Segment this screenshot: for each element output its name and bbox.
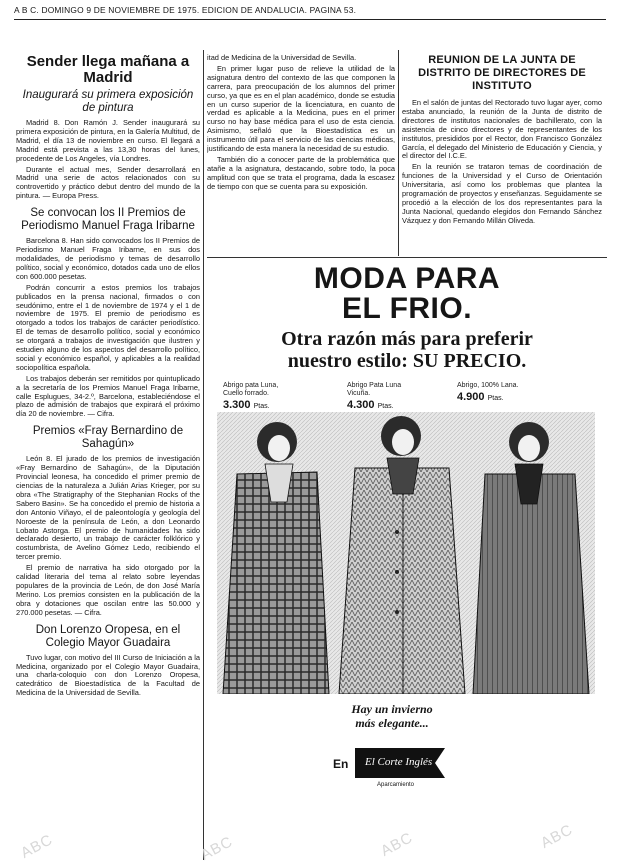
column-middle	[207, 54, 395, 254]
article-fraga-paragraph: Podrán concurrir a estos premios los trabajos publicados en la prensa nacional, firmados o con seudónimo, entre el 1 de noviembre de 1974 y el 1 de noviembre de 1975. El premio de periodismo es otorgado a todos los trabajos de carácter periodístico. El de temas de desarrollo político, social y económico se otorgará a trabajos de investigación que ilustren y estudien alguno de los aspectos del desarrollo político, social y económico español, y aplicables a la realidad sociopolítica española.	[16, 282, 200, 372]
price-amount: 3.300 Ptas.	[223, 399, 270, 411]
price-item	[457, 382, 519, 403]
article-sender-paragraph: Madrid 8. Don Ramón J. Sender inaugurará su primera exposición de pintura, en la Galería Multitud, de Madrid, el día 13 de noviembre en curso. El llegará a Madrid está prevista a las 13,30 horas del lunes, procedente de Los Angeles, vía Londres.	[16, 118, 200, 163]
continuation-paragraph: También dio a conocer parte de la problemática que atañe a la asignatura, destacando, sobre todo, la poca amplitud con que se trata el programa, dada la escasez de tiempo con que se cuenta para su exposición.	[207, 154, 395, 191]
article-oropesa-paragraph: Tuvo lugar, con motivo del III Curso de Iniciación a la Medicina, organizado por el Colegio Mayor Guadaira, una charla-coloquio con don Lorenzo Oropesa, catedrático de Bioestadística de la Facultad de Medicina de la Universidad de Sevilla.	[16, 652, 200, 698]
promo-line: más elegante...	[355, 716, 429, 730]
promo-box	[317, 702, 467, 822]
price-list	[207, 382, 607, 416]
column-left	[16, 54, 200, 860]
promo-line: Hay un invierno	[351, 702, 433, 716]
article-sender-paragraph: Durante el actual mes, Sender desarrollará en Madrid una serie de actos relacionados con su controvertido y práctico debut dentro del mundo de la pintura. — Europa Press.	[16, 164, 200, 201]
article-sahagun-paragraph: León 8. El jurado de los premios de investigación «Fray Bernardino de Sahagún», de la Diputación Provincial leonesa, ha concedido el primer premio de ciencias de la naturaleza a Julián Arias Krieger, por su obra «The Stratigraphy of the Stephanian Rocks of the Sabero Basin». Se ha concedido el premio de historia a don Antonio Viñayo, el de paleontología y geología del Noroeste de la península de León, a don Leonardo Lobato Astorga. El premio de humanidades ha sido declarado desierto, un trabajo de carácter folklórico y costumbrista, de Avelino Gómez Ledo, recibiendo el tercer premio.	[16, 454, 200, 562]
article-oropesa-title: Don Lorenzo Oropesa, en el Colegio Mayor Guadaira	[35, 623, 181, 649]
column-divider	[398, 50, 399, 256]
article-sahagun-paragraph: El premio de narrativa ha sido otorgado por la calidad literaria del tema al relato sobre leyendas populares de la provincia de León, de don José María Merino. Los premios consisten en la publicación de la obra y dotaciones que oscilan entre las 50.000 y 270.000 pesetas. — Cifra.	[16, 563, 200, 617]
continuation-paragraph: itad de Medicina de la Universidad de Sevilla.	[207, 54, 357, 62]
article-sahagun-title: Premios «Fray Bernardino de Sahagún»	[32, 425, 184, 451]
store-caption: Aparcamiento	[377, 782, 415, 788]
watermark: ABC	[17, 831, 56, 862]
price-amount: 4.900 Ptas.	[457, 391, 504, 403]
price-amount: 4.300 Ptas.	[347, 399, 394, 411]
article-sender-title: Sender llega mañana a Madrid	[26, 54, 190, 86]
watermark: ABC	[197, 833, 236, 864]
header-rule	[14, 19, 606, 20]
price-item	[347, 382, 401, 411]
article-junta-paragraph: En la reunión se trataron temas de coordinación de funciones de la Universidad y el Curso de Orientación Universitaria, así como los problemas que plantea la programación de proyectos y enseñanzas. Seguidamente se procedió a la elección de los dos representantes para la Junta Nacional, quedando elegidos don Fernando Sánchez Vázquez y don Fernando Millán Oliveda.	[402, 162, 602, 225]
article-junta-paragraph: En el salón de juntas del Rectorado tuvo lugar ayer, como estaba anunciado, la reunión de la Junta de distrito de directores de institutos nacionales de bachillerato, con la asistencia de cinco directores y de representantes de los institutos, presididos por el Rector, don Francisco González García, el delegado del Ministerio de Educación y Ciencia, y el director del I.C.E.	[402, 98, 602, 161]
column-right	[402, 54, 602, 254]
price-description: Vicuña.	[347, 390, 371, 397]
ad-top-rule	[207, 257, 607, 258]
store-name: El Corte Inglés	[365, 756, 433, 768]
price-description: Cuello forrado.	[223, 390, 269, 397]
advertisement	[207, 262, 607, 864]
ad-subtitle: nuestro estilo: SU PRECIO.	[287, 350, 527, 372]
continuation-paragraph: En primer lugar puso de relieve la utilidad de la asignatura dentro del contexto de las que componen la carrera, para preocupación de los alumnos del primer curso, ya que es en el plan académico, donde se estudia en un curso superior de la licenciatura, en cuanto de verdad es aplicable a la Medicina, pues en el primer curso no hay base médica para el uso de esta ciencia. Asimismo, señaló que la Bioestadística es un instrumento útil para el servicio de las ciencias médicas, justificando de esta manera la necesidad de su estudio.	[207, 63, 395, 154]
price-description: Abrigo Pata Luna	[347, 382, 402, 389]
price-item	[223, 382, 278, 411]
article-fraga-paragraph: Los trabajos deberán ser remitidos por quintuplicado a la secretaría de los Premios Manuel Fraga Iribarne, calle Esplugues, 34-2.º, Barcelona, estableciéndose el plazo de admisión de trabajos que expirará el próximo día 20 de noviembre. — Cifra.	[16, 373, 200, 419]
article-fraga-paragraph: Barcelona 8. Han sido convocados los II Premios de Periodismo Manuel Fraga Iribarne, en sus dos modalidades, de periodismo y temas de desarrollo político, social y económico, dotados cada uno de ellos con 600.000 pesetas.	[16, 236, 200, 281]
watermark: ABC	[537, 821, 576, 852]
ad-subtitle: Otra razón más para preferir	[281, 328, 533, 350]
article-sender-subtitle: Inaugurará su primera exposición de pintura	[22, 89, 194, 114]
page-header: A B C. DOMINGO 9 DE NOVIEMBRE DE 1975. EDICION DE ANDALUCIA. PAGINA 53.	[14, 5, 357, 15]
price-description: Abrigo pata Luna,	[223, 382, 279, 389]
ad-title: MODA PARA	[313, 262, 501, 295]
price-description: Abrigo, 100% Lana.	[457, 382, 519, 389]
watermark: ABC	[377, 829, 416, 860]
store-prefix: En	[333, 757, 349, 771]
ad-title: EL FRIO.	[341, 292, 473, 325]
article-fraga-title: Se convocan los II Premios de Periodismo Manuel Fraga Iribarne	[21, 207, 195, 233]
column-divider	[203, 50, 204, 860]
store-row	[317, 748, 467, 788]
article-junta-title: REUNION DE LA JUNTA DE DISTRITO DE DIRECTORES DE INSTITUTO	[418, 54, 586, 92]
coats-illustration	[217, 412, 595, 694]
